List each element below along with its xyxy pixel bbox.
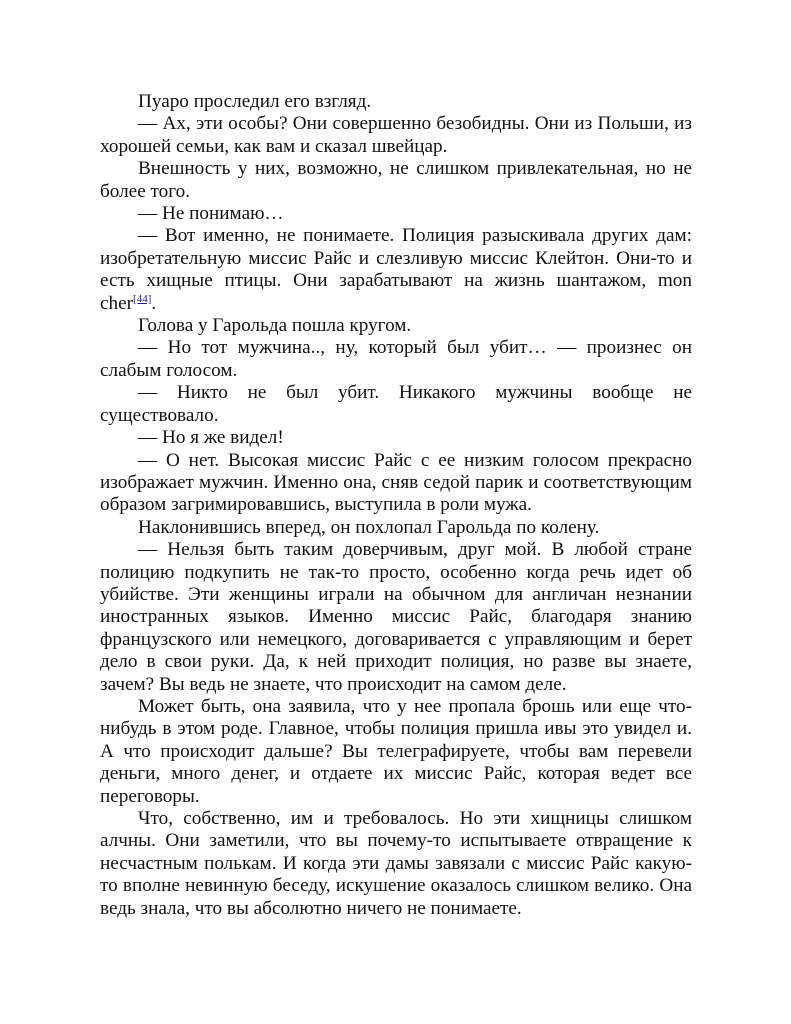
paragraph: — Никто не был убит. Никакого мужчины вообще не существовало. — [100, 382, 692, 426]
paragraph: Может быть, она заявила, что у нее пропала брошь или еще что-нибудь в этом роде. Главное, чтобы полиция пришла ивы это увидел и. А что происходит дальше? Вы телеграфируете, чтобы вам перевели деньги, много денег, и отдаете их миссис Райс, которая ведет все переговоры. — [100, 695, 692, 807]
paragraph: Пуаро проследил его взгляд. — [138, 91, 372, 112]
paragraph: Внешность у них, возможно, не слишком привлекательная, но не более того. — [100, 158, 692, 202]
paragraph-with-footnote — [100, 225, 692, 315]
paragraph: — Ах, эти особы? Они совершенно безобидны. Они из Польши, из хорошей семьи, как вам и сказал швейцар. — [100, 113, 692, 157]
footnote-link[interactable]: [44] — [133, 292, 152, 305]
paragraph: — О нет. Высокая миссис Райс с ее низким голосом прекрасно изображает мужчин. Именно она, сняв седой парик и соответствующим образом загримировавшись, выступила в роли мужа. — [100, 449, 692, 516]
paragraph: Наклонившись вперед, он похлопал Гарольда по колену. — [138, 516, 600, 538]
paragraph: — Но тот мужчина.., ну, который был убит… — произнес он слабым голосом. — [100, 337, 692, 381]
paragraph-text: — Вот именно, не понимаете. Полиция разыскивала других дам: изобретательную миссис Райс и слезливую миссис Клейтон. Они-то и есть хищные птицы. Они зарабатывают на жизнь шантажом, mon cher — [100, 225, 692, 314]
paragraph: — Нельзя быть таким доверчивым, друг мой. В любой стране полицию подкупить не так-то просто, особенно когда речь идет об убийстве. Эти женщины играли на обычном для англичан незнании иностранных языков. Именно миссис Райс, благодаря знанию французского или немецкого, договаривается с управляющим и берет дело в свои руки. Да, к ней приходит полиция, но разве вы знаете, зачем? Вы ведь не знаете, что происходит на самом деле. — [100, 539, 692, 695]
page-body — [100, 91, 692, 920]
paragraph: Голова у Гарольда пошла кругом. — [138, 315, 412, 337]
paragraph: Что, собственно, им и требовалось. Но эти хищницы слишком алчны. Они заметили, что вы почему-то испытываете отвращение к несчастным полькам. И когда эти дамы завязали с миссис Райс какую-то вполне невинную беседу, искушение оказалось слишком велико. Она ведь знала, что вы абсолютно ничего не понимаете. — [100, 808, 692, 919]
paragraph-end-punct: . — [151, 292, 157, 314]
paragraph: — Не понимаю… — [138, 203, 284, 225]
paragraph: — Но я же видел! — [138, 427, 284, 449]
